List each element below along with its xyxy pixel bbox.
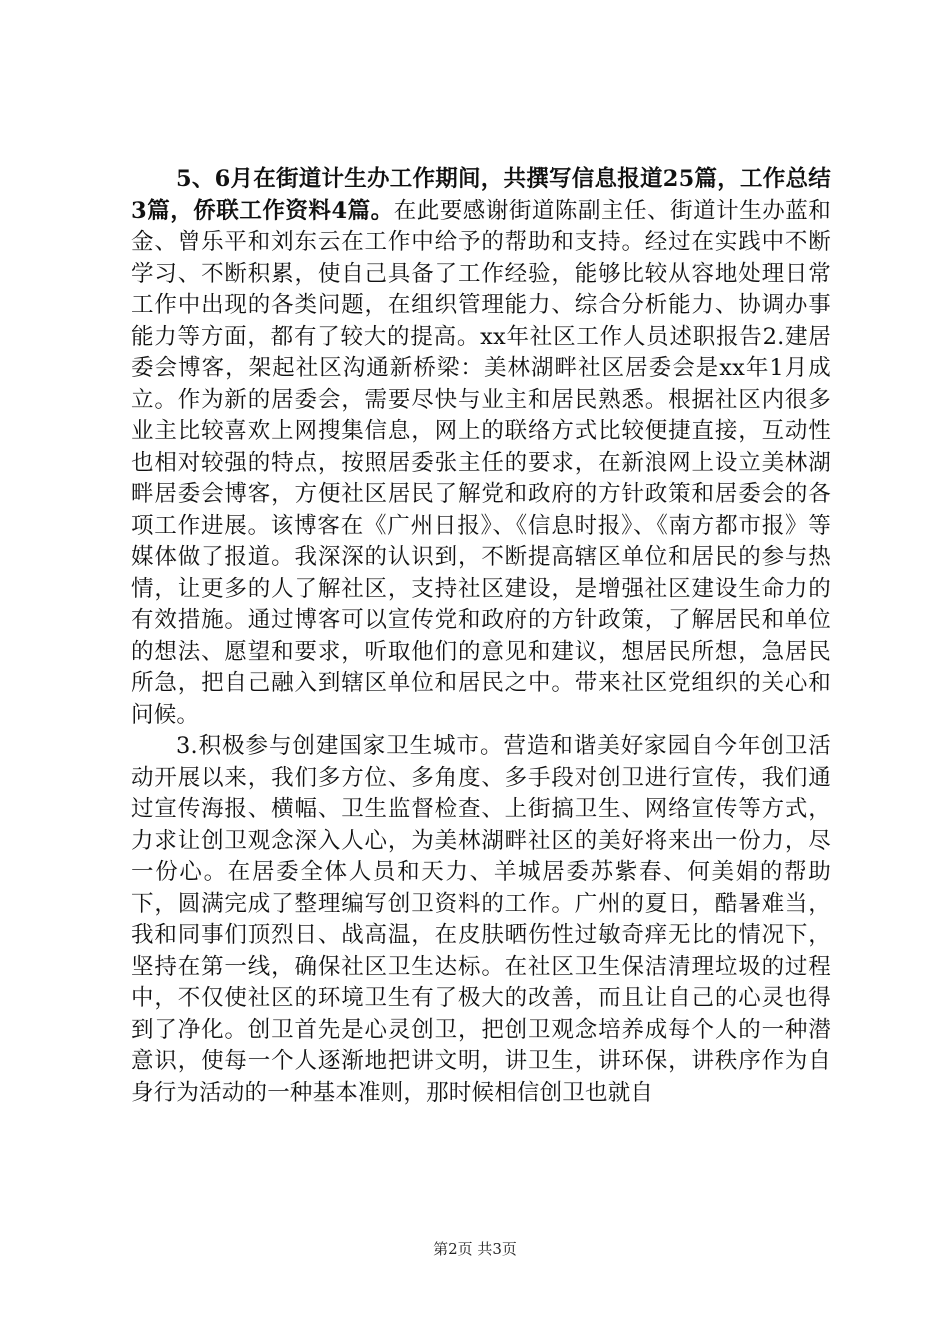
paragraph-2 — [131, 731, 831, 1109]
paragraph-1-text: 在此要感谢街道陈副主任、街道计生办蓝和金、曾乐平和刘东云在工作中给予的帮助和支持。经过在实践中不断学习、不断积累，使自己具备了工作经验，能够比较从容地处理日常工作中出现的各类问题，在组织管理能力、综合分析能力、协调办事能力等方面，都有了较大的提高。xx年社区工作人员述职报告2.建居委会博客，架起社区沟通新桥梁：美林湖畔社区居委会是xx年1月成立。作为新的居委会，需要尽快与业主和居民熟悉。根据社区内很多业主比较喜欢上网搜集信息，网上的联络方式比较便捷直接，互动性也相对较强的特点，按照居委张主任的要求，在新浪网上设立美林湖畔居委会博客，方便社区居民了解党和政府的方针政策和居委会的各项工作进展。该博客在《广州日报》、《信息时报》、《南方都市报》等媒体做了报道。我深深的认识到，不断提高辖区单位和居民的参与热情，让更多的人了解社区，支持社区建设，是增强社区建设生命力的有效措施。通过博客可以宣传党和政府的方针政策，了解居民和单位的想法、愿望和要求，听取他们的意见和建议，想居民所想，急居民所急，把自己融入到辖区单位和居民之中。带来社区党组织的关心和问候。 — [131, 197, 831, 728]
page-number: 第2页 共3页 — [433, 1240, 517, 1258]
paragraph-2-text: 3.积极参与创建国家卫生城市。营造和谐美好家园自今年创卫活动开展以来，我们多方位、多角度、多手段对创卫进行宣传，我们通过宣传海报、横幅、卫生监督检查、上街搞卫生、网络宣传等方式，力求让创卫观念深入人心，为美林湖畔社区的美好将来出一份力，尽一份心。在居委全体人员和天力、羊城居委苏紫春、何美娟的帮助下，圆满完成了整理编写创卫资料的工作。广州的夏日，酷暑难当，我和同事们顶烈日、战高温，在皮肤晒伤性过敏奇痒无比的情况下，坚持在第一线，确保社区卫生达标。在社区卫生保洁清理垃圾的过程中，不仅使社区的环境卫生有了极大的改善，而且让自己的心灵也得到了净化。创卫首先是心灵创卫，把创卫观念培养成每个人的一种潜意识，使每一个人逐渐地把讲文明，讲卫生，讲环保，讲秩序作为自身行为活动的一种基本准则，那时候相信创卫也就自 — [131, 733, 831, 1106]
paragraph-1 — [131, 164, 831, 731]
paragraph-1-lead: 5、6月在街道计生办工作期间，共撰写信息报道25篇，工作总结3篇，侨联工作资料4篇。 — [131, 166, 831, 224]
document-body — [131, 164, 831, 1109]
page-footer — [0, 1239, 950, 1259]
